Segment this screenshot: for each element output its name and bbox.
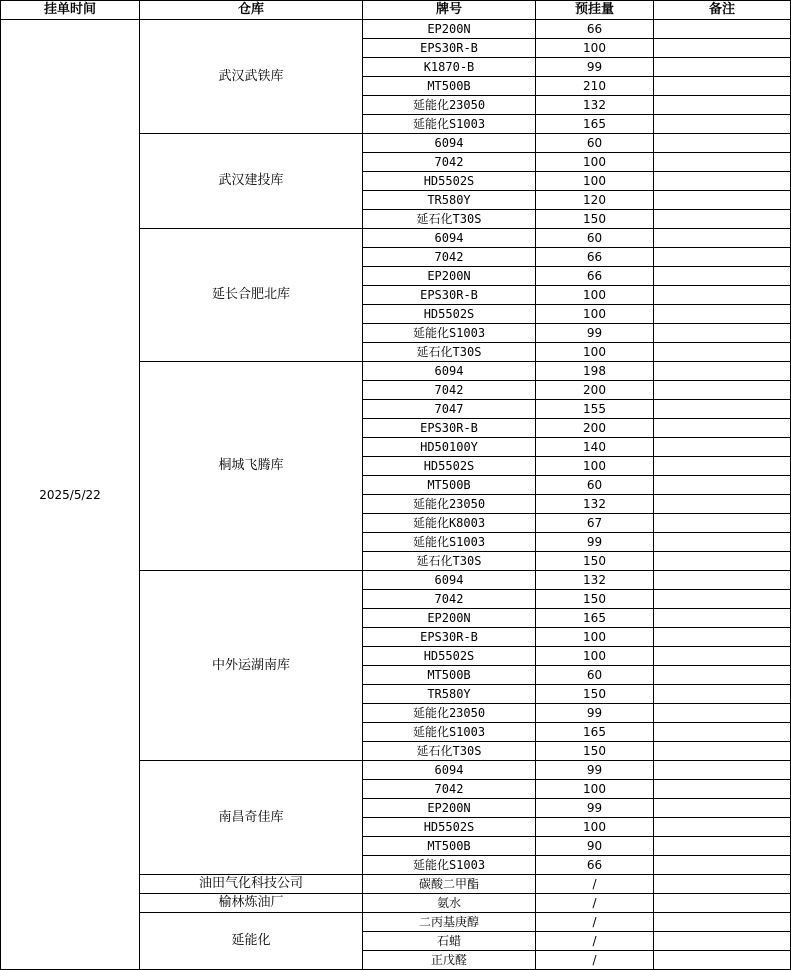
grade-cell: 延能化S1003 bbox=[363, 324, 536, 343]
remarks-cell bbox=[654, 172, 791, 191]
grade-cell: 延能化23050 bbox=[363, 704, 536, 723]
quantity-cell: 100 bbox=[536, 343, 654, 362]
remarks-cell bbox=[654, 723, 791, 742]
remarks-cell bbox=[654, 780, 791, 799]
remarks-cell bbox=[654, 362, 791, 381]
remarks-cell bbox=[654, 381, 791, 400]
remarks-cell bbox=[654, 286, 791, 305]
grade-cell: 6094 bbox=[363, 362, 536, 381]
grade-cell: EPS30R-B bbox=[363, 286, 536, 305]
remarks-cell bbox=[654, 58, 791, 77]
grade-cell: 延能化S1003 bbox=[363, 115, 536, 134]
header-grade: 牌号 bbox=[363, 1, 536, 20]
grade-cell: EP200N bbox=[363, 20, 536, 39]
remarks-cell bbox=[654, 153, 791, 172]
listing-date-cell: 2025/5/22 bbox=[1, 20, 140, 970]
grade-cell: HD50100Y bbox=[363, 438, 536, 457]
quantity-cell: 100 bbox=[536, 172, 654, 191]
grade-cell: TR580Y bbox=[363, 685, 536, 704]
quantity-cell: 66 bbox=[536, 856, 654, 875]
grade-cell: MT500B bbox=[363, 77, 536, 96]
quantity-cell: 99 bbox=[536, 761, 654, 780]
quantity-cell: 165 bbox=[536, 609, 654, 628]
remarks-cell bbox=[654, 324, 791, 343]
grade-cell: 7042 bbox=[363, 780, 536, 799]
quantity-cell: 66 bbox=[536, 267, 654, 286]
quantity-cell: / bbox=[536, 951, 654, 970]
remarks-cell bbox=[654, 96, 791, 115]
remarks-cell bbox=[654, 115, 791, 134]
remarks-cell bbox=[654, 476, 791, 495]
quantity-cell: 150 bbox=[536, 210, 654, 229]
table-row bbox=[1, 20, 791, 39]
grade-cell: EPS30R-B bbox=[363, 39, 536, 58]
grade-cell: MT500B bbox=[363, 837, 536, 856]
grade-cell: MT500B bbox=[363, 476, 536, 495]
warehouse-cell: 武汉武铁库 bbox=[140, 20, 363, 134]
header-row bbox=[1, 1, 791, 20]
warehouse-cell: 武汉建投库 bbox=[140, 134, 363, 229]
remarks-cell bbox=[654, 343, 791, 362]
quantity-cell: 210 bbox=[536, 77, 654, 96]
remarks-cell bbox=[654, 761, 791, 780]
remarks-cell bbox=[654, 571, 791, 590]
quantity-cell: 60 bbox=[536, 476, 654, 495]
grade-cell: 7042 bbox=[363, 248, 536, 267]
grade-cell: TR580Y bbox=[363, 191, 536, 210]
quantity-cell: 200 bbox=[536, 381, 654, 400]
remarks-cell bbox=[654, 533, 791, 552]
quantity-cell: 100 bbox=[536, 647, 654, 666]
quantity-cell: 100 bbox=[536, 818, 654, 837]
grade-cell: 6094 bbox=[363, 571, 536, 590]
grade-cell: 延能化23050 bbox=[363, 96, 536, 115]
remarks-cell bbox=[654, 856, 791, 875]
remarks-cell bbox=[654, 191, 791, 210]
quantity-cell: 99 bbox=[536, 704, 654, 723]
remarks-cell bbox=[654, 913, 791, 932]
remarks-cell bbox=[654, 742, 791, 761]
header-warehouse: 仓库 bbox=[140, 1, 363, 20]
grade-cell: 延石化T30S bbox=[363, 343, 536, 362]
remarks-cell bbox=[654, 495, 791, 514]
remarks-cell bbox=[654, 457, 791, 476]
remarks-cell bbox=[654, 894, 791, 913]
quantity-cell: 100 bbox=[536, 153, 654, 172]
quantity-cell: 200 bbox=[536, 419, 654, 438]
remarks-cell bbox=[654, 210, 791, 229]
warehouse-cell: 中外运湖南库 bbox=[140, 571, 363, 761]
grade-cell: HD5502S bbox=[363, 647, 536, 666]
remarks-cell bbox=[654, 647, 791, 666]
quantity-cell: 100 bbox=[536, 780, 654, 799]
remarks-cell bbox=[654, 20, 791, 39]
grade-cell: 延能化S1003 bbox=[363, 723, 536, 742]
quantity-cell: 150 bbox=[536, 590, 654, 609]
grade-cell: EPS30R-B bbox=[363, 628, 536, 647]
quantity-cell: / bbox=[536, 913, 654, 932]
remarks-cell bbox=[654, 39, 791, 58]
grade-cell: 7042 bbox=[363, 153, 536, 172]
grade-cell: 氨水 bbox=[363, 894, 536, 913]
remarks-cell bbox=[654, 229, 791, 248]
grade-cell: 7047 bbox=[363, 400, 536, 419]
grade-cell: HD5502S bbox=[363, 457, 536, 476]
grade-cell: 二丙基庚醇 bbox=[363, 913, 536, 932]
quantity-cell: 132 bbox=[536, 96, 654, 115]
grade-cell: EP200N bbox=[363, 609, 536, 628]
remarks-cell bbox=[654, 951, 791, 970]
table-body bbox=[1, 20, 791, 970]
grade-cell: 正戊醛 bbox=[363, 951, 536, 970]
quantity-cell: 99 bbox=[536, 533, 654, 552]
grade-cell: 6094 bbox=[363, 229, 536, 248]
grade-cell: 碳酸二甲酯 bbox=[363, 875, 536, 894]
quantity-cell: 100 bbox=[536, 305, 654, 324]
grade-cell: HD5502S bbox=[363, 305, 536, 324]
quantity-cell: 120 bbox=[536, 191, 654, 210]
remarks-cell bbox=[654, 799, 791, 818]
quantity-cell: 66 bbox=[536, 20, 654, 39]
quantity-cell: 150 bbox=[536, 552, 654, 571]
quantity-cell: 198 bbox=[536, 362, 654, 381]
grade-cell: 延能化23050 bbox=[363, 495, 536, 514]
remarks-cell bbox=[654, 77, 791, 96]
remarks-cell bbox=[654, 552, 791, 571]
remarks-cell bbox=[654, 837, 791, 856]
remarks-cell bbox=[654, 590, 791, 609]
remarks-cell bbox=[654, 609, 791, 628]
grade-cell: 延石化T30S bbox=[363, 210, 536, 229]
warehouse-cell: 油田气化科技公司 bbox=[140, 875, 363, 894]
quantity-cell: 100 bbox=[536, 286, 654, 305]
quantity-cell: / bbox=[536, 875, 654, 894]
quantity-cell: 60 bbox=[536, 229, 654, 248]
warehouse-cell: 延能化 bbox=[140, 913, 363, 970]
quantity-cell: 90 bbox=[536, 837, 654, 856]
warehouse-cell: 延长合肥北库 bbox=[140, 229, 363, 362]
header-listing-time: 挂单时间 bbox=[1, 1, 140, 20]
quantity-cell: 165 bbox=[536, 115, 654, 134]
grade-cell: 延能化K8003 bbox=[363, 514, 536, 533]
remarks-cell bbox=[654, 400, 791, 419]
quantity-cell: 150 bbox=[536, 742, 654, 761]
grade-cell: 6094 bbox=[363, 761, 536, 780]
remarks-cell bbox=[654, 305, 791, 324]
grade-cell: 延能化S1003 bbox=[363, 533, 536, 552]
remarks-cell bbox=[654, 704, 791, 723]
quantity-cell: 67 bbox=[536, 514, 654, 533]
quantity-cell: 66 bbox=[536, 248, 654, 267]
quantity-cell: 155 bbox=[536, 400, 654, 419]
grade-cell: EPS30R-B bbox=[363, 419, 536, 438]
grade-cell: EP200N bbox=[363, 267, 536, 286]
quantity-cell: 100 bbox=[536, 628, 654, 647]
quantity-cell: 99 bbox=[536, 324, 654, 343]
quantity-cell: 100 bbox=[536, 457, 654, 476]
warehouse-cell: 南昌奇佳库 bbox=[140, 761, 363, 875]
grade-cell: 7042 bbox=[363, 381, 536, 400]
quantity-cell: / bbox=[536, 932, 654, 951]
quantity-cell: 165 bbox=[536, 723, 654, 742]
remarks-cell bbox=[654, 666, 791, 685]
remarks-cell bbox=[654, 628, 791, 647]
quantity-cell: 132 bbox=[536, 571, 654, 590]
warehouse-cell: 榆林炼油厂 bbox=[140, 894, 363, 913]
grade-cell: 6094 bbox=[363, 134, 536, 153]
quantity-cell: 140 bbox=[536, 438, 654, 457]
grade-cell: K1870-B bbox=[363, 58, 536, 77]
quantity-cell: 60 bbox=[536, 666, 654, 685]
remarks-cell bbox=[654, 134, 791, 153]
quantity-cell: 99 bbox=[536, 799, 654, 818]
quantity-cell: 99 bbox=[536, 58, 654, 77]
header-remarks: 备注 bbox=[654, 1, 791, 20]
remarks-cell bbox=[654, 438, 791, 457]
grade-cell: HD5502S bbox=[363, 172, 536, 191]
remarks-cell bbox=[654, 248, 791, 267]
grade-cell: 7042 bbox=[363, 590, 536, 609]
grade-cell: 石蜡 bbox=[363, 932, 536, 951]
remarks-cell bbox=[654, 875, 791, 894]
remarks-cell bbox=[654, 818, 791, 837]
remarks-cell bbox=[654, 419, 791, 438]
grade-cell: EP200N bbox=[363, 799, 536, 818]
header-pre-listed-qty: 预挂量 bbox=[536, 1, 654, 20]
remarks-cell bbox=[654, 267, 791, 286]
grade-cell: 延能化S1003 bbox=[363, 856, 536, 875]
quantity-cell: / bbox=[536, 894, 654, 913]
remarks-cell bbox=[654, 514, 791, 533]
quantity-cell: 60 bbox=[536, 134, 654, 153]
grade-cell: MT500B bbox=[363, 666, 536, 685]
grade-cell: HD5502S bbox=[363, 818, 536, 837]
remarks-cell bbox=[654, 932, 791, 951]
quantity-cell: 150 bbox=[536, 685, 654, 704]
grade-cell: 延石化T30S bbox=[363, 552, 536, 571]
warehouse-cell: 桐城飞腾库 bbox=[140, 362, 363, 571]
quantity-cell: 100 bbox=[536, 39, 654, 58]
grade-cell: 延石化T30S bbox=[363, 742, 536, 761]
quantity-cell: 132 bbox=[536, 495, 654, 514]
remarks-cell bbox=[654, 685, 791, 704]
